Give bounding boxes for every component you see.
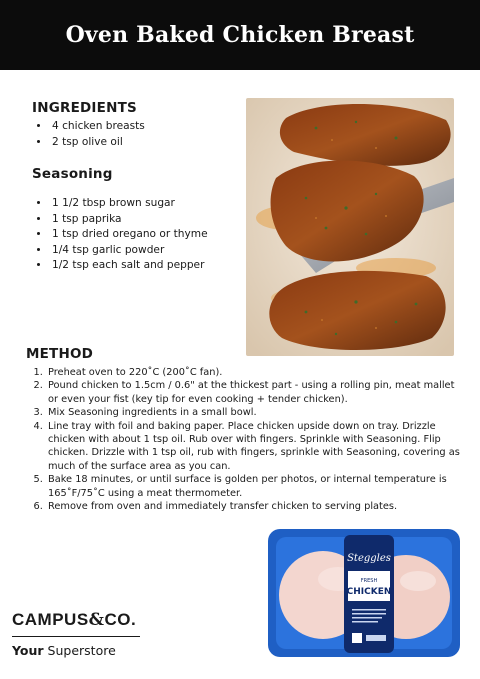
list-item: • 1/4 tsp garlic powder xyxy=(50,243,242,259)
page-title: Oven Baked Chicken Breast xyxy=(65,22,415,48)
product-brand: Steggles xyxy=(347,553,391,564)
title-banner xyxy=(0,0,480,70)
list-item: • 1 tsp paprika xyxy=(50,212,242,228)
list-item: • 1 1/2 tbsp brown sugar xyxy=(50,196,242,212)
product-label-fresh: FRESH xyxy=(360,578,378,584)
ingredients-section xyxy=(32,100,242,274)
method-step: 3. Mix Seasoning ingredients in a small bowl. xyxy=(46,406,462,419)
list-item: • 2 tsp olive oil xyxy=(50,135,242,151)
product-photo xyxy=(268,529,460,657)
method-step: 5. Bake 18 minutes, or until surface is golden per photos, or internal temperature is 165˚F/75˚C using a meat thermometer. xyxy=(46,473,462,500)
list-item: • 4 chicken breasts xyxy=(50,119,242,135)
chicken-photo-graphic xyxy=(246,98,454,356)
campus-and-co-brand xyxy=(12,610,142,658)
method-heading: METHOD xyxy=(26,346,94,362)
chicken-pack-graphic xyxy=(268,529,460,657)
method-step: 4. Line tray with foil and baking paper. Place chicken upside down on tray. Drizzle chicken with about 1 tsp oil. Rub over with fingers. Sprinkle with Seasoning. Flip chicken. Drizzle with 1 tsp oil, rub with fingers, sprinkle with Seasoning, covering as much of the surface area as you can. xyxy=(46,420,462,474)
ingredients-heading: INGREDIENTS xyxy=(32,100,137,116)
chicken-photo xyxy=(246,98,454,356)
brand-logo: CAMPUS&CO. xyxy=(12,610,137,630)
product-label-chicken: CHICKEN xyxy=(346,587,392,597)
seasoning-list xyxy=(32,196,242,274)
brand-divider xyxy=(12,636,140,637)
ingredients-list xyxy=(32,119,242,150)
brand-tagline: Your Superstore xyxy=(12,643,116,658)
method-step: 2. Pound chicken to 1.5cm / 0.6" at the thickest part - using a rolling pin, meat mallet or even your fist (key tip for even cooking + tender chicken). xyxy=(46,379,462,406)
seasoning-heading: Seasoning xyxy=(32,166,113,182)
method-steps xyxy=(26,366,462,513)
list-item: • 1 tsp dried oregano or thyme xyxy=(50,227,242,243)
method-step: 1. Preheat oven to 220˚C (200˚C fan). xyxy=(46,366,462,379)
list-item: • 1/2 tsp each salt and pepper xyxy=(50,258,242,274)
method-section xyxy=(26,346,462,513)
method-step: 6. Remove from oven and immediately transfer chicken to serving plates. xyxy=(46,500,462,513)
